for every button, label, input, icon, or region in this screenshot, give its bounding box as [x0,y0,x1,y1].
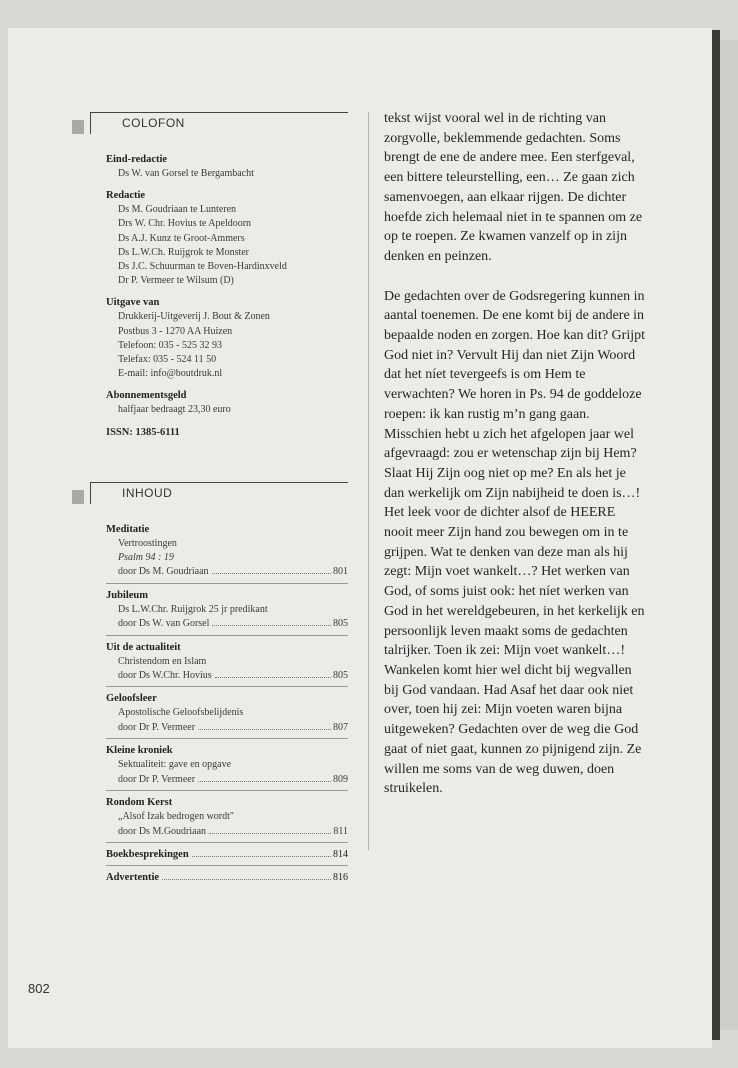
toc-entry: Rondom Kerst „Alsof Izak bedrogen wordt" door Ds M.Goudriaan 811 [106,795,348,839]
email-address: E-mail: info@boutdruk.nl [118,368,223,380]
page-number: 802 [28,981,50,996]
left-column [72,112,348,885]
toc-entry: Meditatie Vertroostingen Psalm 94 : 19 door Ds M. Goudriaan 801 [106,522,348,580]
page-ref: 814 [333,848,348,860]
section-marker [72,120,84,134]
page-ref: 811 [333,825,348,837]
article-paragraph: tekst wijst vooral wel in de richting van zorgvolle, beklemmende gedachten. Soms brengt de ene de andere mee. Een sterfgeval, een bittere teleurstelling, een… Ze gaan zich samenvoegen, aan elkaar rijgen. De dichter hoefde zich helemaal niet in te spannen om ze op te roepen. Ze kwamen vanzelf op in zijn denken en peinzen. [384,111,643,264]
column-divider [368,112,369,850]
toc-entry: Advertentie 816 [106,871,348,883]
page-ref: 805 [333,670,348,682]
article-paragraph: De gedachten over de Godsregering kunnen in aantal toenemen. De ene komt bij de andere in bepaalde noden en zorgen. Hoe kan dit? Grijpt God niet in? Vervult Hij dan niet Zijn Woord dat het níet tevergeefs is om Hem te verwachten? We horen in Ps. 94 de goddeloze roepen: ik kan rustig m’n gang gaan. Misschien hebt u zich het afgelopen jaar wel afgevraagd: zou er wetenschap zijn bij Hem? Slaat Hij Zijn oog niet op me? En als het je dan werkelijk om Zijn nabijheid te doen is…! Het leek voor de dichter alsof de HEERE nooit meer Zijn hand zou bewegen om in te grijpen. Wat te denken van deze man als hij zegt: Mijn voet wankelt…? Het werken van God, of soms juist ook: het níet werken van God in het wereldgebeuren, in het kerkelijk en persoonlijk leven maakt soms de gedachten talrijker. Toen ik zei: Mijn voet wankelt…! Wankelen komt hier wel dicht bij wegvallen bij God vandaan. Had Asaf het daar ook niet over, toen hij zei: Mijn voeten waren bijna uitgeweken? Gedachten over de weg die God gaat of niet gaat, kunnen zo pijnigend zijn. Ze willen me soms van de weg duwen, doen struikelen. [384,288,645,797]
page-ref: 805 [333,618,348,630]
page-ref: 801 [333,566,348,578]
toc-entry: Jubileum Ds L.W.Chr. Ruijgrok 25 jr predikant door Ds W. van Gorsel 805 [106,588,348,632]
colofon-eindredactie: Eind-redactie Ds W. van Gorsel te Bergambacht [106,154,254,179]
table-of-contents [106,522,348,885]
inhoud-title: INHOUD [122,485,173,500]
colofon-title: COLOFON [122,116,185,130]
inhoud-header [72,482,348,504]
page-edge [720,40,738,1030]
book-binding [712,30,720,1040]
page-ref: 816 [333,871,348,883]
colofon-uitgave: Uitgave van Drukkerij-Uitgeverij J. Bout & Zonen Postbus 3 - 1270 AA Huizen Telefoon: 035 - 525 32 93 Telefax: 035 - 524 11 50 E-mail: info@boutdruk.nl [106,295,348,381]
toc-entry: Boekbesprekingen 814 [106,848,348,860]
colofon-redactie: Redactie Ds M. Goudriaan te Lunteren Drs W. Chr. Hovius te Apeldoorn Ds A.J. Kunz te Groot-Ammers Ds L.W.Ch. Ruijgrok te Monster Ds J.C. Schuurman te Boven-Hardinxveld Dr P. Vermeer te Wilsum (D) [106,190,287,287]
page-ref: 807 [333,721,348,733]
toc-entry: Geloofsleer Apostolische Geloofsbelijdenis door Dr P. Vermeer 807 [106,691,348,735]
toc-entry: Uit de actualiteit Christendom en Islam door Ds W.Chr. Hovius 805 [106,640,348,684]
section-marker [72,490,84,504]
colofon-abonnement: Abonnementsgeld halfjaar bedraagt 23,30 euro [106,390,231,416]
colofon-header [72,112,348,134]
issn: ISSN: 1385-6111 [106,426,180,438]
page-ref: 809 [333,773,348,785]
article-column [384,109,646,819]
toc-entry: Kleine kroniek Sektualiteit: gave en opgave door Dr P. Vermeer 809 [106,743,348,787]
